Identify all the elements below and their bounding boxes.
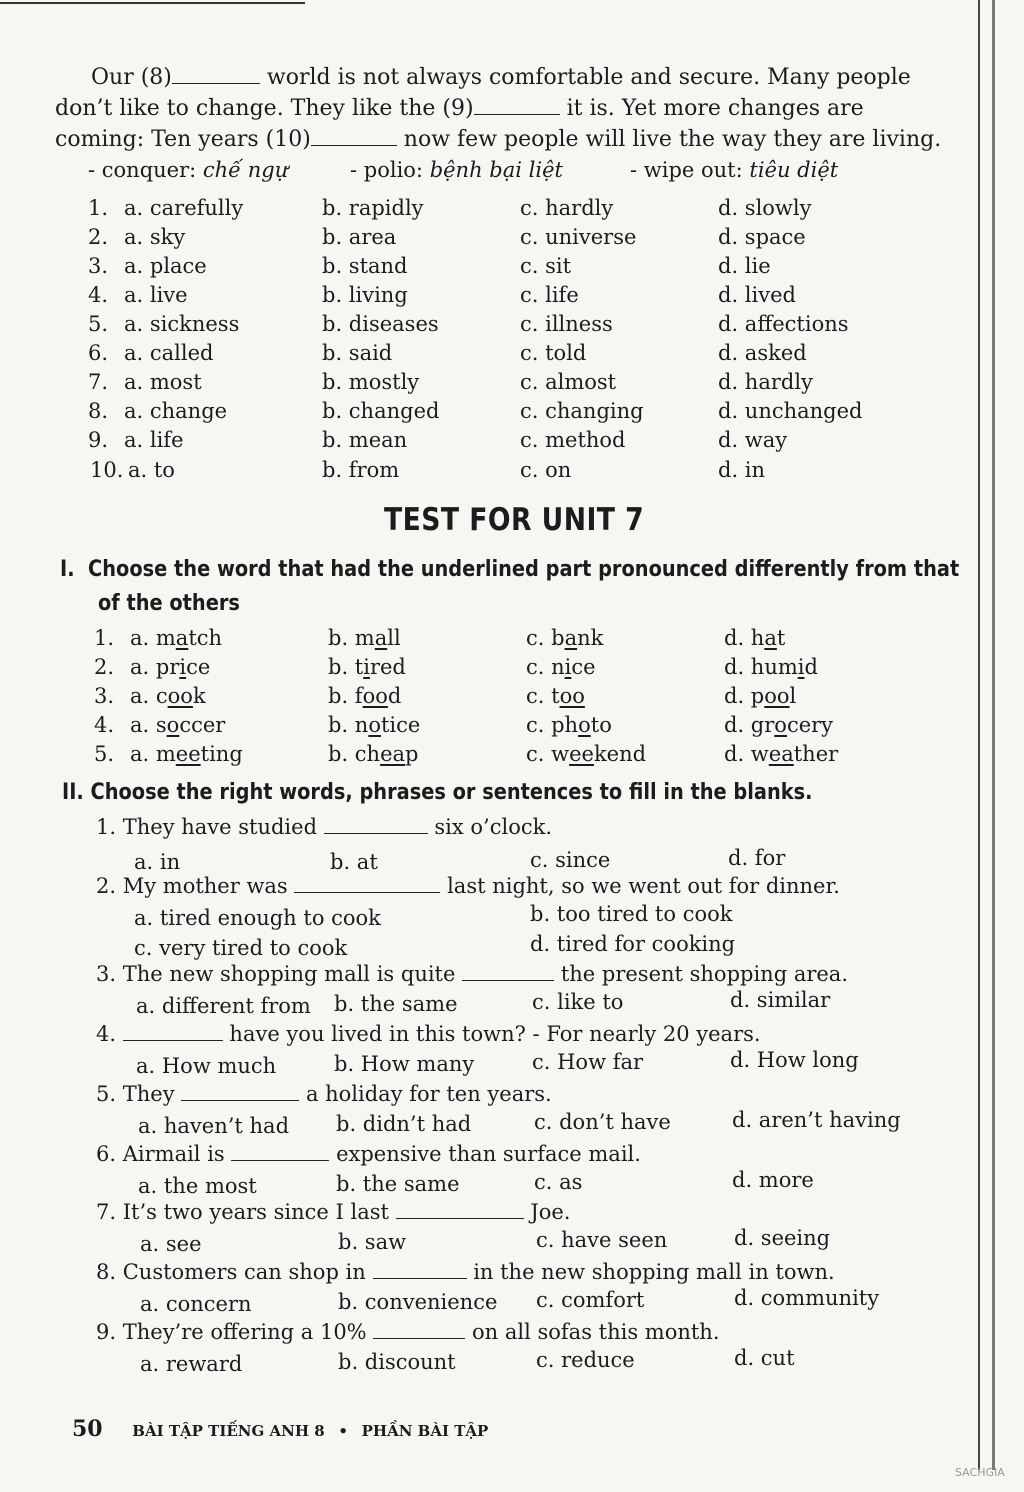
option-d: d. grocery xyxy=(724,713,834,737)
question-q8 xyxy=(96,1260,835,1284)
reading-passage xyxy=(55,62,947,155)
option-d: d. lived xyxy=(718,283,796,307)
section-1-heading: I. Choose the word that had the underlined part pronounced differently from that xyxy=(60,557,960,582)
option-b: b. convenience xyxy=(338,1290,498,1314)
option-b: b. discount xyxy=(338,1350,456,1374)
question-text: Customers can shop in xyxy=(122,1260,366,1284)
item-number: 5. xyxy=(94,742,115,766)
underlined-part: ee xyxy=(569,742,594,766)
option-d: d. asked xyxy=(718,341,807,365)
question-text: They xyxy=(122,1082,175,1106)
page-title: TEST FOR UNIT 7 xyxy=(384,502,645,538)
option-a: a. meeting xyxy=(130,742,243,766)
option-c: c. life xyxy=(520,283,579,307)
option-a: a. price xyxy=(130,655,211,679)
option-c: c. illness xyxy=(520,312,613,336)
option-c: c. weekend xyxy=(526,742,647,766)
option-d: d. hat xyxy=(724,626,786,650)
underlined-part: a xyxy=(374,626,388,650)
option-a: a. concern xyxy=(140,1292,252,1316)
item-number: 5. xyxy=(88,312,109,336)
item-number: 2. xyxy=(88,225,109,249)
option-a: a. sickness xyxy=(124,312,240,336)
question-q9 xyxy=(96,1320,720,1344)
option-b: b. area xyxy=(322,225,397,249)
option-a: a. in xyxy=(134,850,181,874)
answer-blank xyxy=(462,962,554,981)
option-d: d. in xyxy=(718,458,766,482)
underlined-part: ea xyxy=(380,742,406,766)
option-d: d. for xyxy=(728,846,786,870)
underlined-part: o xyxy=(774,713,787,737)
underlined-part: i xyxy=(363,655,370,679)
option-b: b. cheap xyxy=(328,742,419,766)
option-a: a. different from xyxy=(136,994,311,1018)
underlined-part: ea xyxy=(768,742,794,766)
option-b: b. rapidly xyxy=(322,196,424,220)
option-c: c. method xyxy=(520,428,626,452)
option-c: c. told xyxy=(520,341,587,365)
underlined-part: i xyxy=(797,655,805,679)
question-q4 xyxy=(96,1022,761,1046)
question-text: My mother was xyxy=(122,874,288,898)
option-c: c. hardly xyxy=(520,196,614,220)
question-q6 xyxy=(96,1142,641,1166)
question-number: 8. xyxy=(96,1260,117,1284)
option-b: b. didn’t had xyxy=(336,1112,472,1136)
question-number: 9. xyxy=(96,1320,117,1344)
option-a: a. sky xyxy=(124,225,186,249)
item-number: 4. xyxy=(94,713,115,737)
option-c: c. photo xyxy=(526,713,612,737)
vocab-item: - wipe out: tiêu diệt xyxy=(630,158,839,182)
option-a: a. to xyxy=(128,458,175,482)
option-b: b. the same xyxy=(334,992,458,1016)
underlined-part: i xyxy=(179,655,187,679)
option-a: a. reward xyxy=(140,1352,243,1376)
option-a: a. life xyxy=(124,428,184,452)
underlined-part: o xyxy=(368,713,381,737)
item-number: 6. xyxy=(88,341,109,365)
answer-blank xyxy=(181,1082,299,1101)
underlined-part: a xyxy=(175,626,189,650)
option-c: c. as xyxy=(534,1170,583,1194)
underlined-part: o xyxy=(578,713,591,737)
option-d: d. aren’t having xyxy=(732,1108,901,1132)
item-number: 7. xyxy=(88,370,109,394)
option-d: d. seeing xyxy=(734,1226,831,1250)
section-1-heading-cont: of the others xyxy=(98,591,240,616)
watermark-logo: SACHGIA xyxy=(955,1466,1005,1479)
option-c: c. sit xyxy=(520,254,572,278)
option-b: b. the same xyxy=(336,1172,460,1196)
option-b: b. saw xyxy=(338,1230,407,1254)
option-c: c. reduce xyxy=(536,1348,635,1372)
option-c: c. on xyxy=(520,458,572,482)
passage-line: coming: Ten years (10) now few people will live the way they are living. xyxy=(55,127,942,152)
question-q2 xyxy=(96,874,840,898)
option-a: a. change xyxy=(124,399,228,423)
answer-blank xyxy=(123,1022,223,1041)
underlined-part: i xyxy=(564,655,572,679)
answer-blank xyxy=(231,1142,329,1161)
question-q7 xyxy=(96,1200,570,1224)
page-footer: 50 BÀI TẬP TIẾNG ANH 8 • PHẦN BÀI TẬP xyxy=(72,1416,489,1442)
question-text: It’s two years since I last xyxy=(122,1200,389,1224)
blank-9 xyxy=(474,96,560,115)
question-text: They have studied xyxy=(122,815,318,839)
option-b: b. at xyxy=(330,850,378,874)
question-text: the present shopping area. xyxy=(560,962,849,986)
option-c: c. nice xyxy=(526,655,596,679)
option-c: c. have seen xyxy=(536,1228,668,1252)
question-text: Joe. xyxy=(530,1200,571,1224)
option-b: b. diseases xyxy=(322,312,439,336)
vocab-item: - conquer: chế ngự xyxy=(88,158,289,182)
option-c: c. very tired to cook xyxy=(134,936,348,960)
question-number: 4. xyxy=(96,1022,117,1046)
question-q3 xyxy=(96,962,848,986)
part-title: PHẦN BÀI TẬP xyxy=(361,1422,489,1440)
item-number: 3. xyxy=(94,684,115,708)
option-b: b. said xyxy=(322,341,393,365)
option-c: c. How far xyxy=(532,1050,644,1074)
question-text: last night, so we went out for dinner. xyxy=(447,874,840,898)
underlined-part: a xyxy=(764,626,777,650)
question-number: 6. xyxy=(96,1142,117,1166)
option-d: d. tired for cooking xyxy=(530,932,736,956)
answer-blank xyxy=(324,815,428,834)
option-a: a. haven’t had xyxy=(138,1114,290,1138)
option-a: a. called xyxy=(124,341,214,365)
question-text: on all sofas this month. xyxy=(472,1320,720,1344)
option-b: b. notice xyxy=(328,713,421,737)
option-b: b. food xyxy=(328,684,402,708)
question-text: in the new shopping mall in town. xyxy=(473,1260,835,1284)
answer-blank xyxy=(396,1200,524,1219)
underlined-part: oo xyxy=(362,684,388,708)
blank-8 xyxy=(172,65,260,84)
option-c: c. since xyxy=(530,848,611,872)
question-text: a holiday for ten years. xyxy=(305,1082,552,1106)
underlined-part: a xyxy=(564,626,578,650)
option-d: d. similar xyxy=(730,988,831,1012)
page-edge xyxy=(978,0,980,1470)
answer-blank xyxy=(373,1260,467,1279)
passage-line: Our (8) world is not always comfortable and secure. Many people xyxy=(91,65,911,90)
question-text: The new shopping mall is quite xyxy=(122,962,456,986)
section-2-heading: II. Choose the right words, phrases or sentences to fill in the blanks. xyxy=(62,780,813,805)
option-b: b. changed xyxy=(322,399,440,423)
top-rule xyxy=(0,2,305,4)
item-number: 10. xyxy=(90,458,124,482)
option-d: d. cut xyxy=(734,1346,795,1370)
option-b: b. tired xyxy=(328,655,406,679)
option-d: d. humid xyxy=(724,655,818,679)
option-b: b. too tired to cook xyxy=(530,902,733,926)
option-d: d. space xyxy=(718,225,806,249)
option-d: d. lie xyxy=(718,254,771,278)
question-number: 2. xyxy=(96,874,117,898)
option-c: c. changing xyxy=(520,399,644,423)
option-a: a. most xyxy=(124,370,202,394)
option-d: d. pool xyxy=(724,684,797,708)
underlined-part: o xyxy=(166,713,180,737)
option-b: b. living xyxy=(322,283,408,307)
option-c: c. bank xyxy=(526,626,604,650)
question-number: 1. xyxy=(96,815,117,839)
passage-line: don’t like to change. They like the (9) it is. Yet more changes are xyxy=(55,96,864,121)
option-c: c. comfort xyxy=(536,1288,645,1312)
option-c: c. almost xyxy=(520,370,617,394)
option-a: a. soccer xyxy=(130,713,226,737)
option-c: c. too xyxy=(526,684,585,708)
question-q1 xyxy=(96,815,552,839)
underlined-part: oo xyxy=(764,684,790,708)
option-a: a. match xyxy=(130,626,223,650)
option-d: d. slowly xyxy=(718,196,812,220)
option-d: d. hardly xyxy=(718,370,813,394)
option-d: d. How long xyxy=(730,1048,859,1072)
book-title: BÀI TẬP TIẾNG ANH 8 xyxy=(132,1422,325,1440)
underlined-part: oo xyxy=(167,684,193,708)
page-number: 50 xyxy=(72,1416,103,1442)
option-b: b. mostly xyxy=(322,370,420,394)
option-a: a. the most xyxy=(138,1174,257,1198)
item-number: 8. xyxy=(88,399,109,423)
option-d: d. more xyxy=(732,1168,814,1192)
item-number: 2. xyxy=(94,655,115,679)
page-edge-shadow xyxy=(992,0,995,1470)
option-b: b. How many xyxy=(334,1052,475,1076)
option-a: a. How much xyxy=(136,1054,277,1078)
underlined-part: oo xyxy=(559,684,585,708)
answer-blank xyxy=(373,1320,465,1339)
question-text: Airmail is xyxy=(122,1142,225,1166)
item-number: 1. xyxy=(94,626,115,650)
option-a: a. see xyxy=(140,1232,202,1256)
item-number: 3. xyxy=(88,254,109,278)
question-number: 7. xyxy=(96,1200,117,1224)
option-b: b. mean xyxy=(322,428,408,452)
option-c: c. universe xyxy=(520,225,637,249)
item-number: 1. xyxy=(88,196,109,220)
answer-blank xyxy=(294,874,440,893)
question-number: 5. xyxy=(96,1082,117,1106)
option-a: a. place xyxy=(124,254,207,278)
question-text: have you lived in this town? - For nearly 20 years. xyxy=(229,1022,761,1046)
question-text: six o’clock. xyxy=(434,815,553,839)
option-a: a. live xyxy=(124,283,188,307)
option-c: c. don’t have xyxy=(534,1110,671,1134)
option-d: d. community xyxy=(734,1286,880,1310)
item-number: 4. xyxy=(88,283,109,307)
blank-10 xyxy=(311,127,397,146)
option-d: d. affections xyxy=(718,312,849,336)
vocab-item: - polio: bệnh bại liệt xyxy=(350,158,563,182)
question-text: They’re offering a 10% xyxy=(122,1320,367,1344)
option-d: d. unchanged xyxy=(718,399,863,423)
item-number: 9. xyxy=(88,428,109,452)
option-a: a. carefully xyxy=(124,196,244,220)
option-b: b. stand xyxy=(322,254,408,278)
question-text: expensive than surface mail. xyxy=(336,1142,641,1166)
question-q5 xyxy=(96,1082,552,1106)
question-number: 3. xyxy=(96,962,117,986)
option-d: d. way xyxy=(718,428,788,452)
underlined-part: ee xyxy=(175,742,201,766)
option-a: a. cook xyxy=(130,684,206,708)
option-c: c. like to xyxy=(532,990,624,1014)
option-b: b. mall xyxy=(328,626,401,650)
option-d: d. weather xyxy=(724,742,839,766)
option-a: a. tired enough to cook xyxy=(134,906,381,930)
option-b: b. from xyxy=(322,458,400,482)
